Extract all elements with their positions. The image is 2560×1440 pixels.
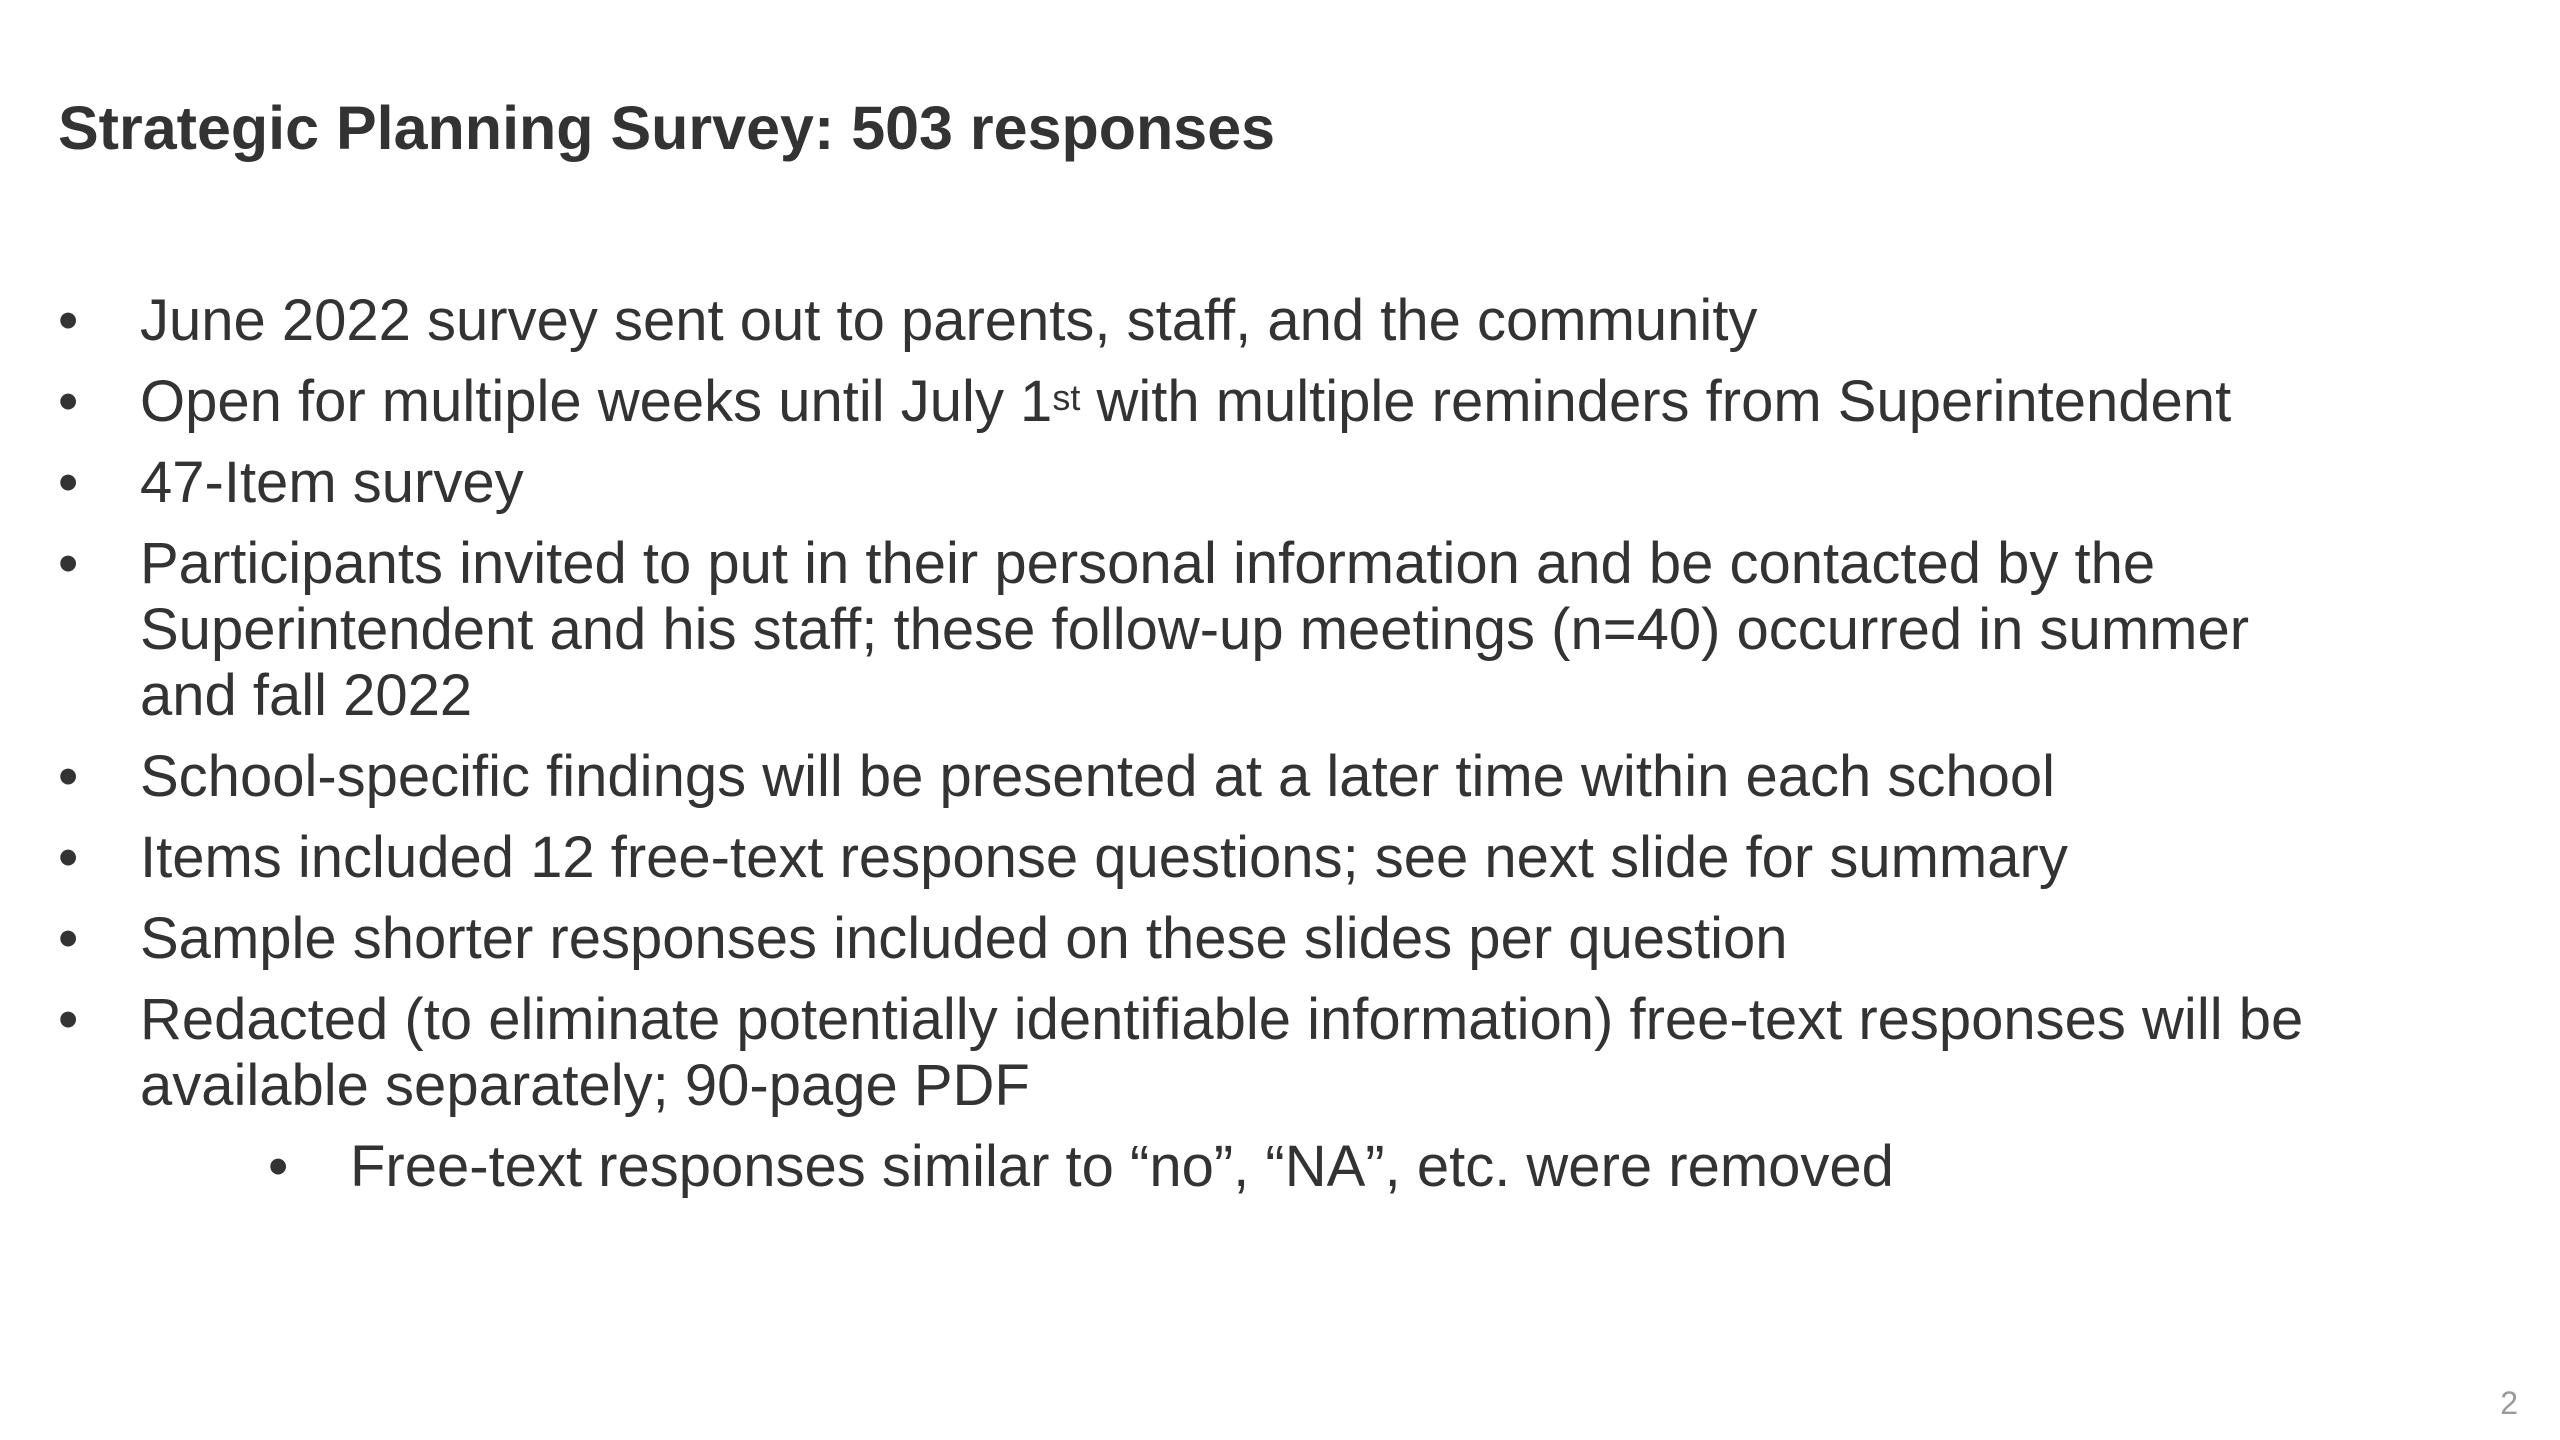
bullet-superscript: st [1052, 377, 1081, 418]
bullet-text: 47-Item survey [140, 450, 524, 515]
bullet-icon: • [58, 369, 79, 434]
bullet-text-after: with multiple reminders from Superintendent [1080, 369, 2232, 434]
bullet-item-survey-sent [58, 288, 2358, 354]
bullet-text: Participants invited to put in their personal information and be contacted by the Superintendent and his staff; these follow-up meetings (n=40) occurred in summer and fall 2022 [140, 531, 2250, 728]
bullet-item-free-text-questions [58, 825, 2358, 891]
bullet-text-before: Open for multiple weeks until July 1 [140, 369, 1053, 434]
bullet-item-sample-responses [58, 906, 2358, 972]
sub-bullet-text: Free-text responses similar to “no”, “NA”, etc. were removed [350, 1134, 1894, 1199]
bullet-icon: • [58, 987, 79, 1052]
bullet-list [58, 288, 2358, 1215]
bullet-icon: • [58, 906, 79, 971]
page-number: 2 [2500, 1385, 2518, 1421]
bullet-text: School-specific findings will be presented at a later time within each school [140, 744, 2055, 809]
bullet-text: Items included 12 free-text response questions; see next slide for summary [140, 825, 2068, 890]
bullet-text: June 2022 survey sent out to parents, staff, and the community [140, 288, 1758, 353]
bullet-item-school-findings [58, 744, 2358, 810]
bullet-item-participants [58, 531, 2358, 729]
bullet-item-item-count [58, 450, 2358, 516]
bullet-icon: • [58, 288, 79, 353]
bullet-icon: • [58, 825, 79, 890]
bullet-item-redacted [58, 987, 2358, 1119]
bullet-icon: • [58, 450, 79, 515]
slide-title: Strategic Planning Survey: 503 responses [58, 94, 1276, 162]
bullet-icon: • [268, 1134, 289, 1199]
sub-bullet-item-removed [268, 1134, 2358, 1200]
bullet-item-open-period [58, 369, 2358, 435]
bullet-text: Redacted (to eliminate potentially identifiable information) free-text responses will be available separately; 90-page PDF [140, 987, 2304, 1118]
bullet-icon: • [58, 531, 79, 596]
bullet-icon: • [58, 744, 79, 809]
bullet-text: Sample shorter responses included on these slides per question [140, 906, 1788, 971]
